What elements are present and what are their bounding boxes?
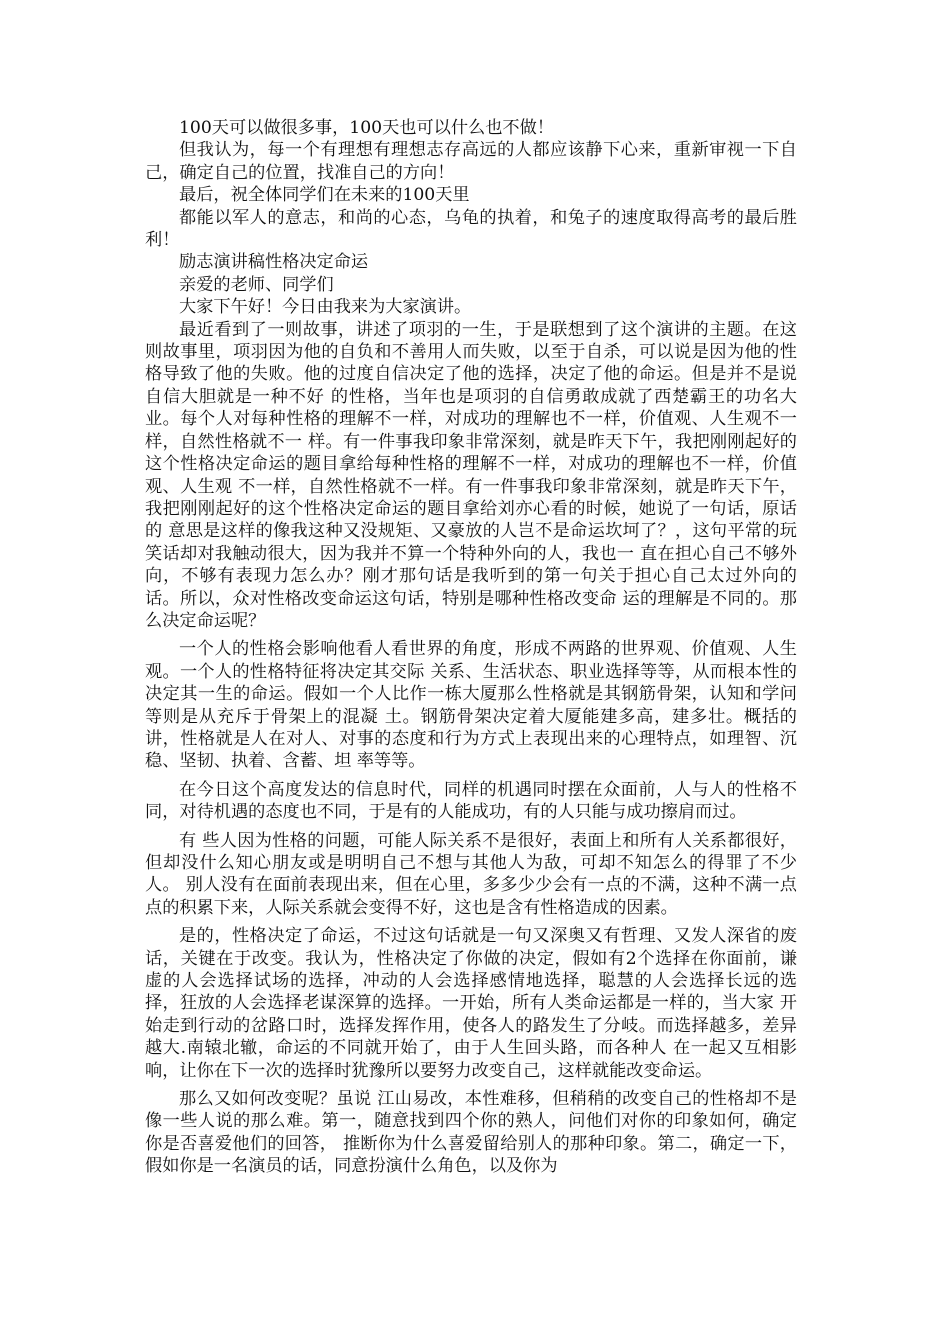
- paragraph: 100天可以做很多事，100天也可以什么也不做！: [179, 118, 554, 138]
- paragraph: 有 些人因为性格的问题，可能人际关系不是很好，表面上和所有人关系都很好，但却没什么知心朋友或是明明自己不想与其他人为敌，可却不知怎么的得罪了不少人。 别人没有在面前表现出来，但在心里，多多少少会有一点的不满，这种不满一点点的积累下来，人际关系就会变得不好，这也是含有性格造成的因素。: [145, 830, 797, 918]
- paragraph: 在今日这个高度发达的信息时代，同样的机遇同时摆在众面前，人与人的性格不同，对待机遇的态度也不同，于是有的人能成功，有的人只能与成功擦肩而过。: [145, 779, 797, 823]
- paragraph: 都能以军人的意志，和尚的心态，乌龟的执着，和兔子的速度取得高考的最后胜利！: [145, 207, 797, 251]
- paragraph: 一个人的性格会影响他看人看世界的角度，形成不两路的世界观、价值观、人生观。一个人的性格特征将决定其交际 关系、生活状态、职业选择等等，从而根本性的决定其一生的命运。假如一个人比作一栋大厦那么性格就是其钢筋骨架，认知和学问等则是从充斥于骨架上的混凝 土。钢筋骨架决定着大厦能建多高，建多壮。概括的讲，性格就是人在对人、对事的态度和行为方式上表现出来的心理特点，如理智、沉稳、坚韧、执着、含蓄、坦 率等等。: [145, 639, 797, 772]
- paragraph: 最后，祝全体同学们在未来的100天里: [179, 185, 470, 206]
- salutation: 亲爱的老师、同学们: [179, 274, 334, 295]
- paragraph: 那么又如何改变呢？虽说 江山易改，本性难移，但稍稍的改变自己的性格却不是像一些人说的那么难。第一，随意找到四个你的熟人，问他们对你的印象如何，确定你是否喜爱他们的回答， 推断你为什么喜爱留给别人的那种印象。第二，确定一下，假如你是一名演员的话，同意扮演什么角色，以及你为: [145, 1089, 797, 1177]
- paragraph: 是的，性格决定了命运，不过这句话就是一句又深奥又有哲理、又发人深省的废话，关键在于改变。我认为，性格决定了你做的决定，假如有2个选择在你面前，谦 虚的人会选择试场的选择，冲动的人会选择感情地选择，聪慧的人会选择长远的选择，狂放的人会选择老谋深算的选择。一开始，所有人类命运都是一样的，当大家 开始走到行动的岔路口时，选择发挥作用，使各人的路发生了分岐。而选择越多，差异越大.南辕北辙，命运的不同就开始了，由于人生回头路，而各种人 在一起又互相影响，让你在下一次的选择时犹豫所以要努力改变自己，这样就能改变命运。: [145, 926, 797, 1081]
- paragraph: 最近看到了一则故事，讲述了项羽的一生，于是联想到了这个演讲的主题。在这则故事里，项羽因为他的自负和不善用人而失败，以至于自杀，可以说是因为他的性格导致了他的失败。他的过度自信决定了他的选择，决定了他的命运。但是并不是说自信大胆就是一种不好 的性格，当年也是项羽的自信勇敢成就了西楚霸王的功名大业。每个人对每种性格的理解不一样，对成功的理解也不一样，价值观、人生观不一样，自然性格就不一 样。有一件事我印象非常深刻，就是昨天下午，我把刚刚起好的这个性格决定命运的题目拿给每种性格的理解不一样，对成功的理解也不一样，价值观、人生观 不一样，自然性格就不一样。有一件事我印象非常深刻，就是昨天下午，我把刚刚起好的这个性格决定命运的题目拿给刘亦心看的时候，她说了一句话，原话的 意思是这样的像我这种又没规矩、又豪放的人岂不是命运坎坷了？，这句平常的玩笑话却对我触动很大，因为我并不算一个特种外向的人，我也一 直在担心自己不够外向，不够有表现力怎么办？刚才那句话是我听到的第一句关于担心自己太过外向的话。所以，众对性格改变命运这句话，特别是哪种性格改变命 运的理解是不同的。那么决定命运呢？: [145, 319, 797, 631]
- paragraph: 大家下午好！今日由我来为大家演讲。: [179, 297, 472, 318]
- document-body: [145, 117, 797, 1178]
- section-title: 励志演讲稿性格决定命运: [179, 252, 369, 273]
- paragraph: 但我认为，每一个有理想有理想志存高远的人都应该静下心来，重新审视一下自己，确定自己的位置，找准自己的方向！: [145, 140, 797, 183]
